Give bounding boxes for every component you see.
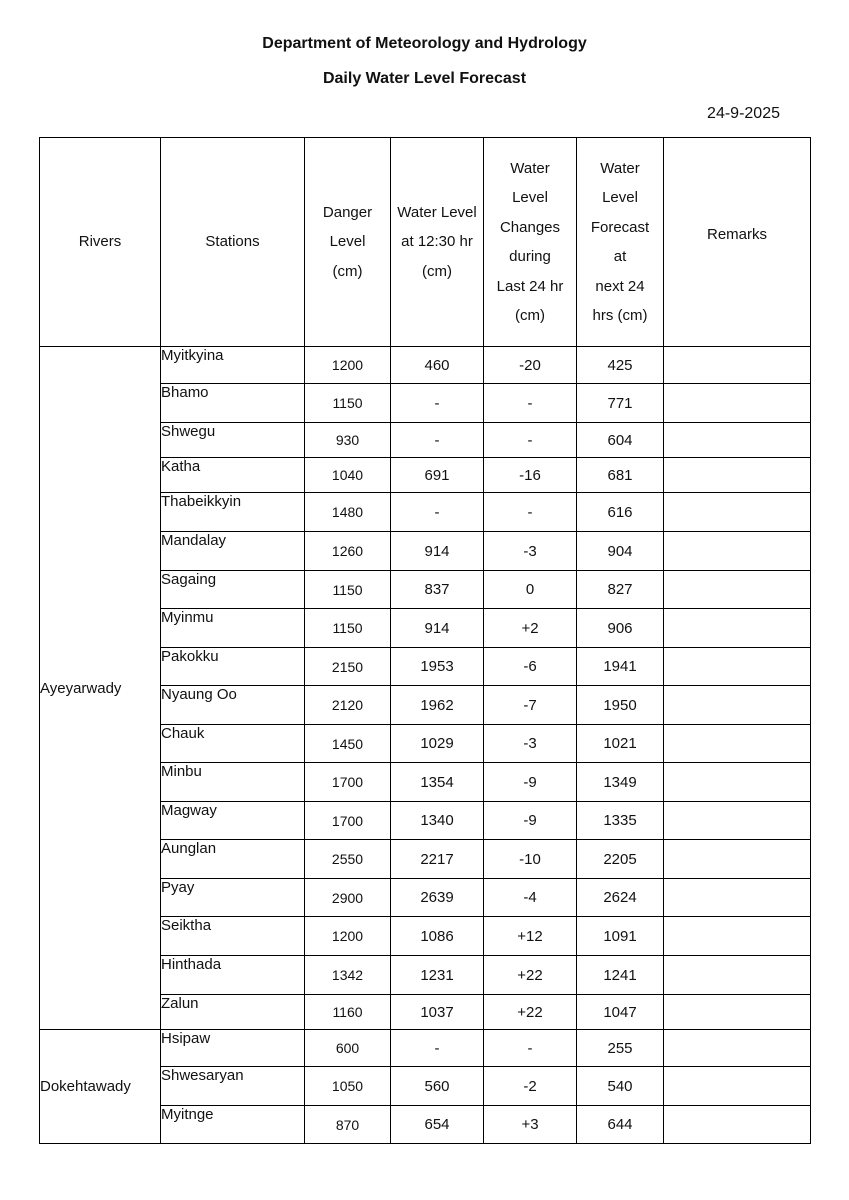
col-rivers: Rivers (40, 138, 161, 347)
danger-level: 2150 (305, 648, 391, 686)
remarks-cell (664, 802, 811, 840)
danger-level: 1450 (305, 725, 391, 763)
station-name: Seiktha (161, 917, 305, 956)
station-name: Myinmu (161, 609, 305, 648)
danger-level: 1150 (305, 609, 391, 648)
remarks-cell (664, 917, 811, 956)
station-name: Magway (161, 802, 305, 840)
danger-level: 1150 (305, 571, 391, 609)
col-forecast-line: Forecast (590, 218, 650, 236)
level-forecast: 425 (577, 347, 664, 384)
station-name: Aunglan (161, 840, 305, 879)
level-change: +12 (484, 917, 577, 956)
level-change: -2 (484, 1067, 577, 1106)
water-level: - (391, 384, 484, 423)
remarks-cell (664, 423, 811, 458)
water-level: 1962 (391, 686, 484, 725)
level-change: +22 (484, 995, 577, 1030)
water-level: 1037 (391, 995, 484, 1030)
water-level: 914 (391, 609, 484, 648)
col-changes-line: Last 24 hr (496, 277, 564, 295)
water-level: 2217 (391, 840, 484, 879)
report-date: 24-9-2025 (707, 105, 780, 122)
level-change: - (484, 423, 577, 458)
water-level: 2639 (391, 879, 484, 917)
remarks-cell (664, 995, 811, 1030)
col-forecast (577, 138, 664, 347)
col-water-level-line: Water Level (397, 203, 477, 221)
danger-level: 1150 (305, 384, 391, 423)
water-level: 914 (391, 532, 484, 571)
danger-level: 2900 (305, 879, 391, 917)
level-forecast: 540 (577, 1067, 664, 1106)
remarks-cell (664, 532, 811, 571)
level-forecast: 1941 (577, 648, 664, 686)
col-forecast-line: Water (600, 159, 640, 177)
col-changes-line: Water (510, 159, 550, 177)
remarks-cell (664, 840, 811, 879)
level-forecast: 1047 (577, 995, 664, 1030)
level-change: -6 (484, 648, 577, 686)
col-danger-line: (cm) (332, 262, 363, 280)
level-change: -3 (484, 725, 577, 763)
level-change: - (484, 1030, 577, 1067)
level-change: - (484, 493, 577, 532)
water-level-table (39, 137, 811, 1144)
header-row (40, 138, 811, 347)
water-level: - (391, 493, 484, 532)
danger-level: 2550 (305, 840, 391, 879)
remarks-cell (664, 879, 811, 917)
remarks-cell (664, 493, 811, 532)
level-change: 0 (484, 571, 577, 609)
danger-level: 1200 (305, 347, 391, 384)
level-change: -9 (484, 763, 577, 802)
level-forecast: 1021 (577, 725, 664, 763)
col-changes-line: Level (512, 189, 548, 206)
station-name: Mandalay (161, 532, 305, 571)
col-danger-level (305, 138, 391, 347)
river-name: Ayeyarwady (40, 347, 161, 1030)
level-change: +22 (484, 956, 577, 995)
danger-level: 1160 (305, 995, 391, 1030)
station-name: Myitnge (161, 1106, 305, 1144)
col-danger-line: Level (329, 233, 366, 251)
remarks-cell (664, 1106, 811, 1144)
water-level: 654 (391, 1106, 484, 1144)
col-danger-line: Danger (322, 203, 373, 221)
level-forecast: 2624 (577, 879, 664, 917)
water-level: 837 (391, 571, 484, 609)
level-forecast: 904 (577, 532, 664, 571)
col-forecast-line: Level (602, 189, 638, 206)
river-name: Dokehtawady (40, 1030, 161, 1144)
level-change: -7 (484, 686, 577, 725)
danger-level: 2120 (305, 686, 391, 725)
remarks-cell (664, 956, 811, 995)
col-forecast-line: next 24 (595, 277, 645, 295)
level-change: -3 (484, 532, 577, 571)
level-forecast: 827 (577, 571, 664, 609)
danger-level: 1480 (305, 493, 391, 532)
danger-level: 1700 (305, 763, 391, 802)
water-level: - (391, 423, 484, 458)
level-change: -16 (484, 458, 577, 493)
level-forecast: 255 (577, 1030, 664, 1067)
remarks-cell (664, 763, 811, 802)
level-change: -20 (484, 347, 577, 384)
danger-level: 930 (305, 423, 391, 458)
col-remarks: Remarks (664, 138, 811, 347)
level-forecast: 1349 (577, 763, 664, 802)
level-forecast: 1241 (577, 956, 664, 995)
water-level: 560 (391, 1067, 484, 1106)
col-water-level (391, 138, 484, 347)
station-name: Pyay (161, 879, 305, 917)
remarks-cell (664, 458, 811, 493)
remarks-cell (664, 725, 811, 763)
level-change: - (484, 384, 577, 423)
col-changes-line: Changes (499, 218, 561, 236)
station-name: Chauk (161, 725, 305, 763)
report-title: Daily Water Level Forecast (322, 70, 527, 87)
water-level: 1953 (391, 648, 484, 686)
station-name: Myitkyina (161, 347, 305, 384)
level-forecast: 906 (577, 609, 664, 648)
water-level: 691 (391, 458, 484, 493)
station-name: Thabeikkyin (161, 493, 305, 532)
water-level: 1231 (391, 956, 484, 995)
remarks-cell (664, 347, 811, 384)
col-water-level-line: at 12:30 hr (401, 233, 473, 251)
station-name: Nyaung Oo (161, 686, 305, 725)
station-name: Pakokku (161, 648, 305, 686)
water-level: 1354 (391, 763, 484, 802)
station-name: Bhamo (161, 384, 305, 423)
col-water-level-line: (cm) (422, 262, 452, 280)
level-forecast: 681 (577, 458, 664, 493)
station-name: Shwesaryan (161, 1067, 305, 1106)
table-row (40, 347, 811, 384)
remarks-cell (664, 1030, 811, 1067)
station-name: Hsipaw (161, 1030, 305, 1067)
remarks-cell (664, 648, 811, 686)
danger-level: 1040 (305, 458, 391, 493)
station-name: Minbu (161, 763, 305, 802)
col-stations: Stations (161, 138, 305, 347)
water-level: - (391, 1030, 484, 1067)
remarks-cell (664, 571, 811, 609)
water-level: 1340 (391, 802, 484, 840)
danger-level: 1200 (305, 917, 391, 956)
org-title: Department of Meteorology and Hydrology (262, 35, 587, 52)
danger-level: 1050 (305, 1067, 391, 1106)
level-forecast: 2205 (577, 840, 664, 879)
level-forecast: 616 (577, 493, 664, 532)
station-name: Sagaing (161, 571, 305, 609)
col-changes (484, 138, 577, 347)
level-forecast: 1091 (577, 917, 664, 956)
water-level: 460 (391, 347, 484, 384)
remarks-cell (664, 609, 811, 648)
col-forecast-line: hrs (cm) (592, 307, 648, 324)
station-name: Zalun (161, 995, 305, 1030)
level-change: -9 (484, 802, 577, 840)
level-forecast: 1950 (577, 686, 664, 725)
level-change: -4 (484, 879, 577, 917)
danger-level: 1342 (305, 956, 391, 995)
level-change: +3 (484, 1106, 577, 1144)
table-body (40, 347, 811, 1144)
danger-level: 1260 (305, 532, 391, 571)
level-change: -10 (484, 840, 577, 879)
col-forecast-line: at (613, 248, 627, 265)
water-level: 1029 (391, 725, 484, 763)
col-changes-line: during (509, 248, 551, 265)
danger-level: 600 (305, 1030, 391, 1067)
station-name: Shwegu (161, 423, 305, 458)
level-change: +2 (484, 609, 577, 648)
table-row (40, 1030, 811, 1067)
remarks-cell (664, 1067, 811, 1106)
level-forecast: 604 (577, 423, 664, 458)
danger-level: 870 (305, 1106, 391, 1144)
remarks-cell (664, 384, 811, 423)
station-name: Hinthada (161, 956, 305, 995)
level-forecast: 644 (577, 1106, 664, 1144)
station-name: Katha (161, 458, 305, 493)
water-level: 1086 (391, 917, 484, 956)
danger-level: 1700 (305, 802, 391, 840)
col-changes-line: (cm) (515, 307, 545, 324)
remarks-cell (664, 686, 811, 725)
level-forecast: 771 (577, 384, 664, 423)
level-forecast: 1335 (577, 802, 664, 840)
